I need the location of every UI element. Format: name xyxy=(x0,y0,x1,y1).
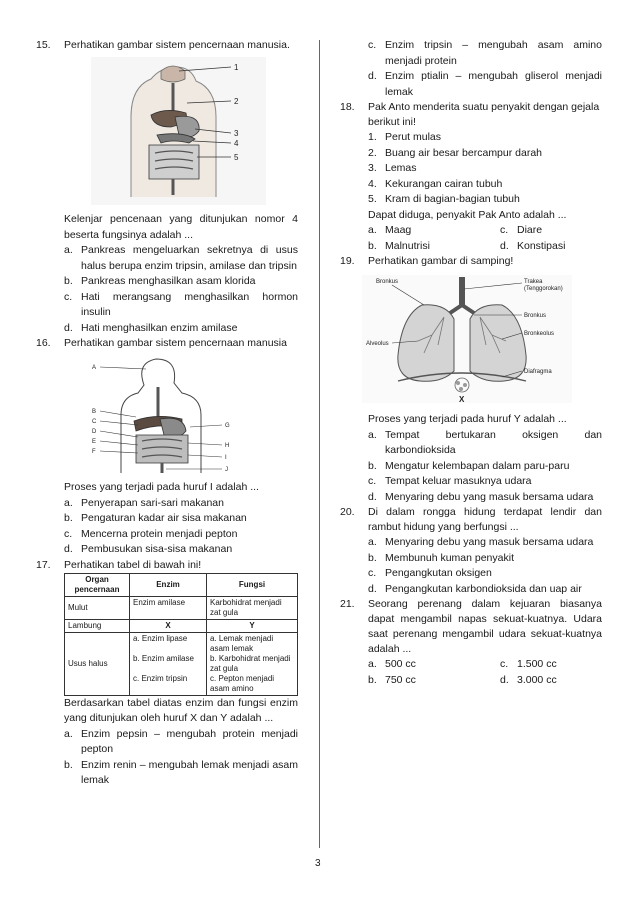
option-row xyxy=(340,657,602,673)
table-cell: Enzim amilase xyxy=(130,596,207,619)
figure-label: A xyxy=(92,365,97,371)
option-c[interactable]: c. Enzim tripsin – mengubah asam amino menjadi protein xyxy=(368,39,602,67)
question-number: 20. xyxy=(340,506,355,518)
question-stem: Proses yang terjadi pada huruf I adalah ... xyxy=(64,481,259,493)
figure-label: J xyxy=(225,467,228,473)
option-row xyxy=(340,673,602,689)
option-a[interactable]: a. Menyaring debu yang masuk bersama udara xyxy=(368,536,594,548)
symptom-item: 1. Perut mulas xyxy=(368,131,442,143)
question-text: Perhatikan tabel di bawah ini! xyxy=(64,558,202,571)
option-a[interactable]: a. Pankreas mengeluarkan sekretnya di usus halus berupa enzim tripsin, amilase dan tripsin xyxy=(64,244,298,272)
figure-label: G xyxy=(225,423,230,429)
question-stem: Berdasarkan tabel diatas enzim dan fungsi enzim yang ditunjukan oleh huruf X dan Y adalah ... xyxy=(64,696,298,724)
question-21 xyxy=(340,597,602,657)
symptom-item: 3. Lemas xyxy=(368,162,417,174)
table-cell: a. Enzim lipase b. Enzim amilase c. Enzim tripsin xyxy=(130,632,207,695)
table-cell: Karbohidrat menjadi zat gula xyxy=(207,596,298,619)
symptom-item: 2. Buang air besar bercampur darah xyxy=(368,146,543,159)
figure-label: E xyxy=(92,439,97,445)
figure-label: D xyxy=(92,429,97,435)
digestive-system-figure-1 xyxy=(91,57,298,208)
question-16 xyxy=(36,336,298,351)
question-text: Perhatikan gambar sistem pencernaan manusia xyxy=(64,337,287,349)
table-cell: Lambung xyxy=(65,619,130,632)
right-column xyxy=(340,38,602,688)
table-cell: Y xyxy=(207,619,298,632)
question-number: 18. xyxy=(340,101,355,113)
option-d[interactable]: d. Menyaring debu yang masuk bersama udara xyxy=(368,490,594,503)
option-d[interactable]: d. Pengangkutan karbondioksida dan uap air xyxy=(368,582,582,595)
option-b[interactable]: b. Membunuh kuman penyakit xyxy=(368,551,514,564)
table-row xyxy=(65,632,298,695)
table-header-row xyxy=(65,573,298,596)
figure-label: Bronkus xyxy=(524,313,547,319)
table-cell: a. Lemak menjadi asam lemak b. Karbohidrat menjadi zat gula c. Pepton menjadi asam amino xyxy=(207,632,298,695)
symptom-item: 5. Kram di bagian-bagian tubuh xyxy=(368,193,520,205)
option-c[interactable]: c. Diare xyxy=(500,224,543,236)
symptom-item: 4. Kekurangan cairan tubuh xyxy=(368,177,503,190)
table-header: Fungsi xyxy=(207,573,298,596)
figure-label: 2 xyxy=(234,97,239,106)
figure-label: 1 xyxy=(234,63,239,72)
question-text: Di dalam rongga hidung terdapat lendir dan rambut hidung yang berfungsi ... xyxy=(368,506,602,533)
question-text: Seorang perenang dalam kejuaran biasanya dapat mengambil napas sekuat-kuatnya. Udara saat perenang mengambil udara sekuat-kuatnya adalah ... xyxy=(368,598,602,655)
question-stem: Dapat diduga, penyakit Pak Anto adalah ... xyxy=(368,208,567,221)
figure-label: Alveolus xyxy=(366,341,389,347)
respiratory-system-figure xyxy=(362,275,602,406)
figure-label: H xyxy=(225,443,230,449)
figure-label: 4 xyxy=(234,139,239,148)
page-number: 3 xyxy=(315,858,321,869)
question-text: Pak Anto menderita suatu penyakit dengan gejala berikut ini! xyxy=(368,101,600,128)
question-15 xyxy=(36,38,298,53)
option-d[interactable]: d. Hati menghasilkan enzim amilase xyxy=(64,321,238,334)
figure-label: I xyxy=(225,455,227,461)
option-a[interactable]: a. 500 cc xyxy=(368,658,416,670)
option-c[interactable]: c. Pengangkutan oksigen xyxy=(368,567,492,579)
question-text: Perhatikan gambar sistem pencernaan manusia. xyxy=(64,39,290,51)
question-20 xyxy=(340,505,602,535)
option-c[interactable]: c. 1.500 cc xyxy=(500,658,557,670)
table-cell: Usus halus xyxy=(65,632,130,695)
question-text: Perhatikan gambar di samping! xyxy=(368,255,514,267)
table-cell: Mulut xyxy=(65,596,130,619)
question-number: 16. xyxy=(36,337,51,349)
question-number: 17. xyxy=(36,558,51,571)
option-b[interactable]: b. Pankreas menghasilkan asam klorida xyxy=(64,275,256,287)
figure-label: Trakea xyxy=(524,279,543,285)
option-a[interactable]: a. Maag xyxy=(368,224,412,236)
table-row xyxy=(65,596,298,619)
figure-label: 5 xyxy=(234,153,239,162)
question-stem: Kelenjar pencenaan yang ditunjukan nomor 4 beserta fungsinya adalah ... xyxy=(64,213,298,241)
question-number: 15. xyxy=(36,39,51,51)
question-number: 21. xyxy=(340,598,355,610)
question-17 xyxy=(36,558,298,573)
figure-label: Diafragma xyxy=(524,369,552,375)
question-stem: Proses yang terjadi pada huruf Y adalah ... xyxy=(368,413,567,425)
figure-label: C xyxy=(92,419,97,425)
question-19 xyxy=(340,254,602,269)
option-a[interactable]: a. Tempat bertukaran oksigen dan karbondioksida xyxy=(368,428,602,456)
figure-label: F xyxy=(92,449,96,455)
option-c[interactable]: c. Mencerna protein menjadi pepton xyxy=(64,527,238,540)
option-b[interactable]: b. Mengatur kelembapan dalam paru-paru xyxy=(368,459,570,472)
table-row xyxy=(65,619,298,632)
option-c[interactable]: c. Tempat keluar masuknya udara xyxy=(368,475,532,487)
column-divider xyxy=(319,40,320,848)
option-c[interactable]: c. Hati merangsang menghasilkan hormon insulin xyxy=(64,290,298,318)
option-a[interactable]: a. Enzim pepsin – mengubah protein menjadi pepton xyxy=(64,727,298,755)
table-cell: X xyxy=(130,619,207,632)
figure-label: 3 xyxy=(234,129,239,138)
digestive-system-figure-2 xyxy=(86,355,298,476)
option-b[interactable]: b. Pengaturan kadar air sisa makanan xyxy=(64,512,247,524)
option-row xyxy=(340,223,602,239)
question-number: 19. xyxy=(340,255,355,267)
enzyme-table xyxy=(64,573,298,696)
option-row xyxy=(340,239,602,255)
option-b[interactable]: b. 750 cc xyxy=(368,673,416,686)
option-d[interactable]: d. 3.000 cc xyxy=(500,673,557,686)
option-d[interactable]: d. Pembusukan sisa-sisa makanan xyxy=(64,543,233,555)
question-18 xyxy=(340,100,602,130)
option-d[interactable]: d. Enzim ptialin – mengubah gliserol menjadi lemak xyxy=(368,70,602,98)
figure-label: Bronkus xyxy=(376,279,399,285)
option-b[interactable]: b. Enzim renin – mengubah lemak menjadi asam lemak xyxy=(64,758,298,786)
figure-label: Bronkeolus xyxy=(524,331,555,337)
figure-label: (Tenggorokan) xyxy=(524,286,563,292)
table-header: Organ pencernaan xyxy=(65,573,130,596)
option-b[interactable]: b. Malnutrisi xyxy=(368,239,430,252)
option-a[interactable]: a. Penyerapan sari-sari makanan xyxy=(64,496,224,509)
figure-label: B xyxy=(92,409,97,415)
figure-label: X xyxy=(459,395,465,403)
left-column xyxy=(36,38,298,789)
table-header: Enzim xyxy=(130,573,207,596)
option-d[interactable]: d. Konstipasi xyxy=(500,239,566,252)
